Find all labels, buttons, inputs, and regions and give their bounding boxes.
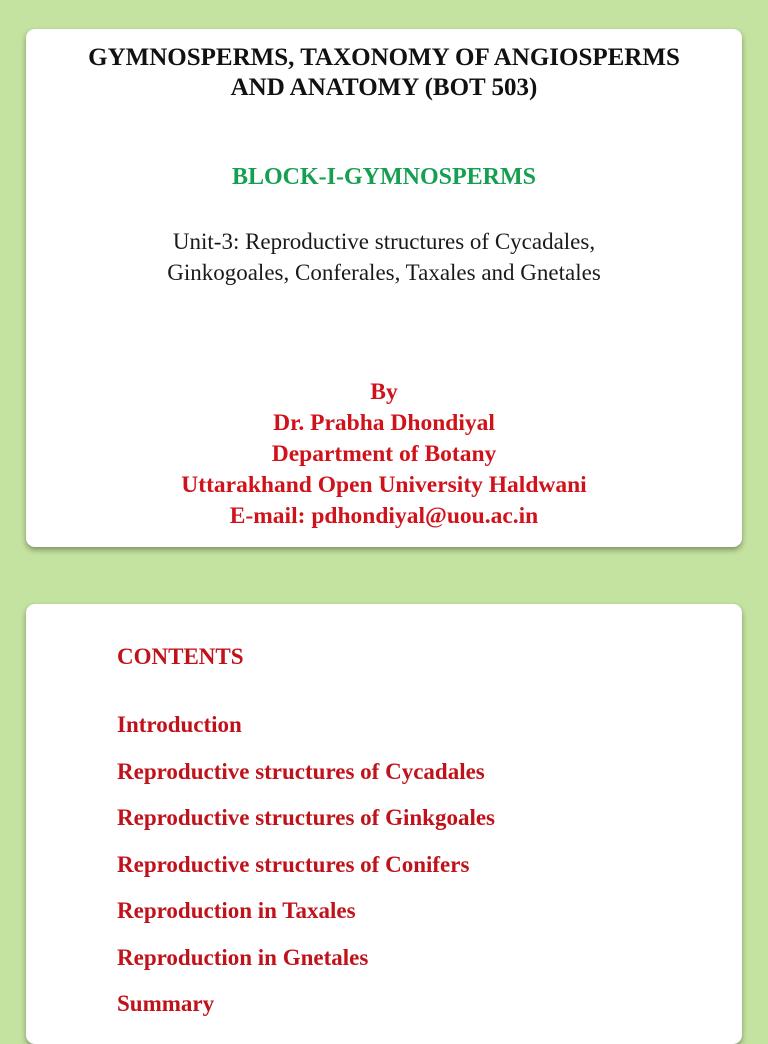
author-by: By: [370, 379, 398, 405]
contents-item: Reproductive structures of Conifers: [117, 851, 470, 877]
course-title-line: AND ANATOMY (BOT 503): [230, 74, 538, 101]
contents-list: [117, 710, 495, 1036]
contents-item: Summary: [117, 991, 215, 1016]
course-title: [26, 43, 742, 103]
contents-item: Reproductive structures of Ginkgoales: [117, 805, 495, 830]
unit-title-line: Unit-3: Reproductive structures of Cycadales,: [172, 229, 596, 254]
contents-item: Reproductive structures of Cycadales: [117, 758, 485, 784]
author-university: Uttarakhand Open University Haldwani: [181, 472, 587, 498]
contents-item: Reproduction in Taxales: [117, 898, 356, 923]
author-email: E-mail: pdhondiyal@uou.ac.in: [229, 503, 539, 529]
unit-title: [26, 226, 742, 288]
contents-slide: [26, 604, 742, 1044]
unit-title-line: Ginkogoales, Conferales, Taxales and Gnetales: [167, 260, 601, 285]
course-title-line: GYMNOSPERMS, TAXONOMY OF ANGIOSPERMS: [88, 44, 680, 71]
block-title: BLOCK-I-GYMNOSPERMS: [231, 164, 536, 190]
author-name: Dr. Prabha Dhondiyal: [273, 410, 495, 436]
contents-heading: CONTENTS: [117, 644, 244, 669]
contents-item: Reproduction in Gnetales: [117, 944, 369, 970]
author-department: Department of Botany: [271, 441, 497, 467]
title-slide: [26, 29, 742, 547]
contents-item: Introduction: [117, 712, 242, 737]
author-block: [26, 377, 742, 532]
